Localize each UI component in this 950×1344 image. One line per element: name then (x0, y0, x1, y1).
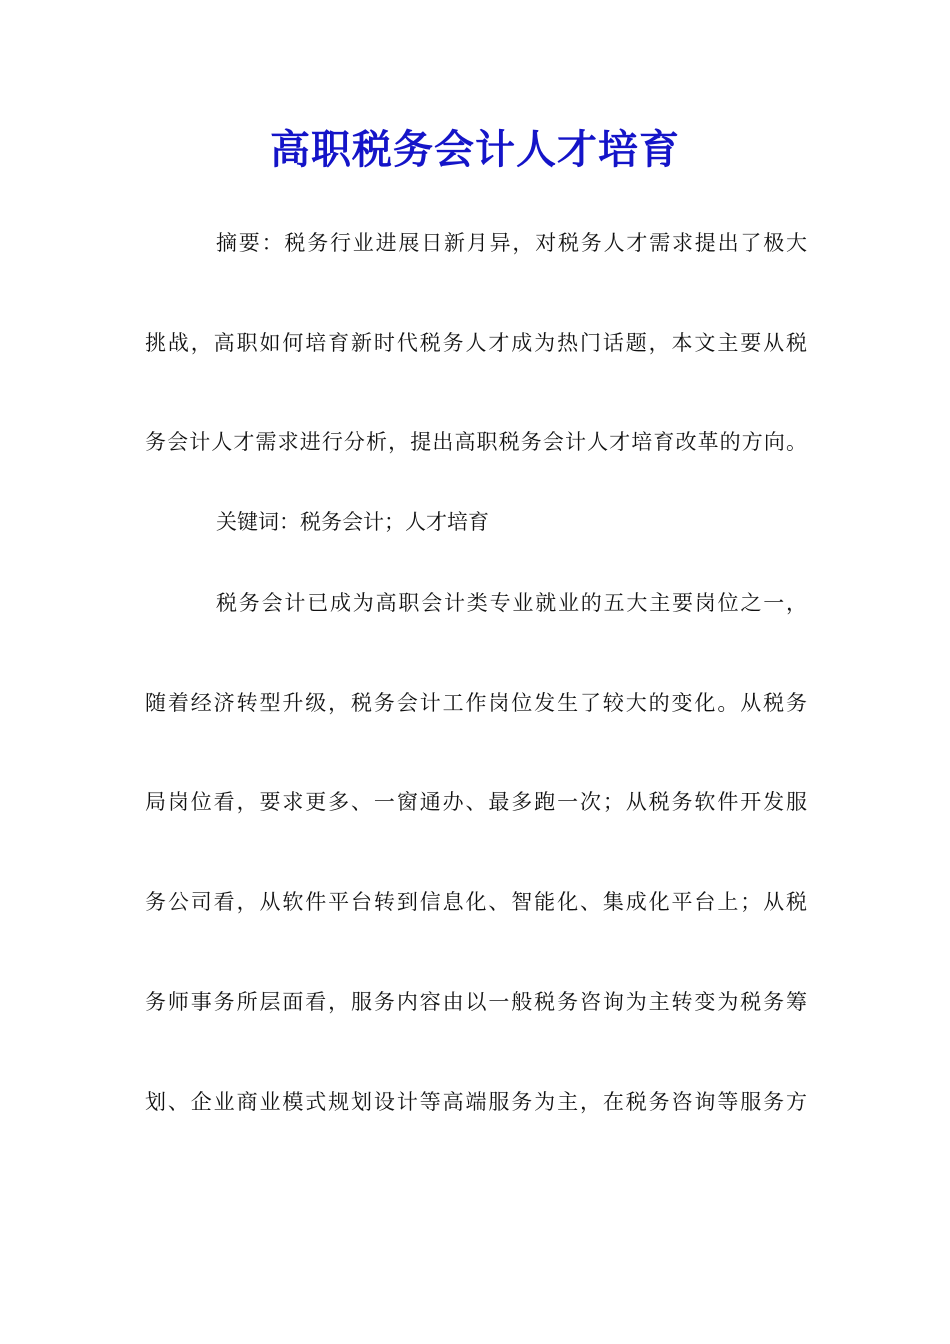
abstract-line-1: 摘要：税务行业进展日新月异，对税务人才需求提出了极大 (216, 231, 807, 255)
keywords-line: 关键词：税务会计；人才培育 (216, 510, 489, 534)
body-line-1: 税务会计已成为高职会计类专业就业的五大主要岗位之一， (216, 591, 807, 615)
body-line-4: 务公司看，从软件平台转到信息化、智能化、集成化平台上；从税 (145, 890, 807, 914)
abstract-line-2: 挑战，高职如何培育新时代税务人才成为热门话题，本文主要从税 (145, 331, 807, 355)
body-line-6: 划、企业商业模式规划设计等高端服务为主，在税务咨询等服务方 (145, 1090, 807, 1114)
body-line-3: 局岗位看，要求更多、一窗通办、最多跑一次；从税务软件开发服 (145, 790, 807, 814)
document-title: 高职税务会计人才培育 (270, 126, 680, 173)
abstract-line-3: 务会计人才需求进行分析，提出高职税务会计人才培育改革的方向。 (145, 430, 807, 454)
body-line-5: 务师事务所层面看，服务内容由以一般税务咨询为主转变为税务筹 (145, 990, 807, 1014)
body-line-2: 随着经济转型升级，税务会计工作岗位发生了较大的变化。从税务 (145, 691, 807, 715)
